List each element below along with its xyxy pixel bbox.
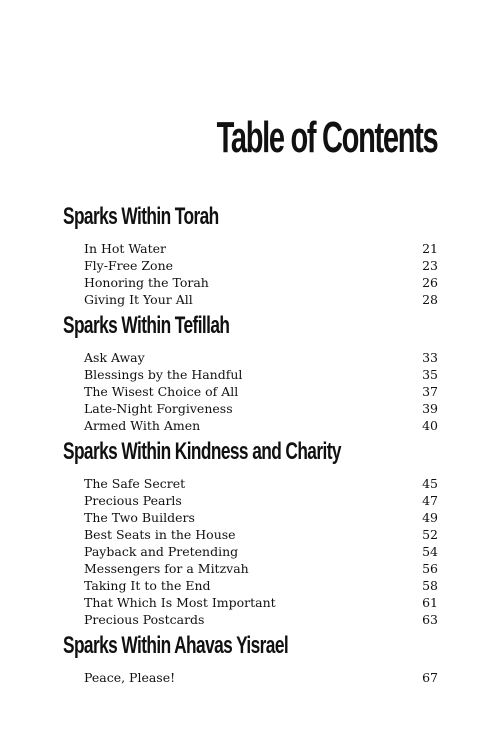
toc-entry[interactable] bbox=[63, 383, 438, 400]
entry-page-number: 58 bbox=[422, 578, 438, 593]
toc-entry[interactable] bbox=[63, 291, 438, 308]
entry-page-number: 45 bbox=[422, 476, 438, 491]
section-heading: Sparks Within Tefillah bbox=[63, 312, 230, 339]
entry-title: Giving It Your All bbox=[84, 292, 193, 307]
page-title: Table of Contents bbox=[216, 113, 437, 162]
toc-section bbox=[63, 438, 438, 632]
toc-section bbox=[63, 632, 438, 690]
toc-entry[interactable] bbox=[63, 257, 438, 274]
section-entries bbox=[63, 660, 438, 690]
toc-entry[interactable] bbox=[63, 366, 438, 383]
entry-title: The Wisest Choice of All bbox=[84, 384, 239, 399]
section-heading: Sparks Within Torah bbox=[63, 203, 219, 230]
entry-title: That Which Is Most Important bbox=[84, 595, 276, 610]
toc-entry[interactable] bbox=[63, 526, 438, 543]
entry-page-number: 61 bbox=[422, 595, 438, 610]
entry-page-number: 49 bbox=[422, 510, 438, 525]
entry-title: Peace, Please! bbox=[84, 670, 176, 685]
entry-page-number: 35 bbox=[422, 367, 438, 382]
entry-title: Taking It to the End bbox=[84, 578, 211, 593]
toc-entry[interactable] bbox=[63, 400, 438, 417]
toc-entry[interactable] bbox=[63, 509, 438, 526]
entry-title: Honoring the Torah bbox=[84, 275, 209, 290]
entry-page-number: 21 bbox=[422, 241, 438, 256]
section-heading: Sparks Within Kindness and Charity bbox=[63, 438, 341, 465]
entry-title: Fly-Free Zone bbox=[84, 258, 174, 273]
toc-entry[interactable] bbox=[63, 492, 438, 509]
entry-page-number: 40 bbox=[422, 418, 438, 433]
entry-title: The Two Builders bbox=[84, 510, 195, 525]
entry-page-number: 63 bbox=[422, 612, 438, 627]
entry-page-number: 37 bbox=[422, 384, 438, 399]
entry-title: Precious Postcards bbox=[84, 612, 205, 627]
entry-title: Late-Night Forgiveness bbox=[84, 401, 233, 416]
entry-page-number: 67 bbox=[422, 670, 438, 685]
entry-title: Payback and Pretending bbox=[84, 544, 239, 559]
toc-list bbox=[63, 203, 438, 690]
toc-entry[interactable] bbox=[63, 543, 438, 560]
entry-title: Blessings by the Handful bbox=[84, 367, 243, 382]
toc-entry[interactable] bbox=[63, 611, 438, 628]
section-entries bbox=[63, 340, 438, 438]
toc-entry[interactable] bbox=[63, 594, 438, 611]
section-heading: Sparks Within Ahavas Yisrael bbox=[63, 632, 289, 659]
toc-entry[interactable] bbox=[63, 240, 438, 257]
toc-entry[interactable] bbox=[63, 475, 438, 492]
entry-page-number: 54 bbox=[422, 544, 438, 559]
entry-title: In Hot Water bbox=[84, 241, 166, 256]
toc-section bbox=[63, 312, 438, 438]
section-entries bbox=[63, 466, 438, 632]
entry-title: Precious Pearls bbox=[84, 493, 182, 508]
entry-title: Ask Away bbox=[84, 350, 145, 365]
entry-page-number: 47 bbox=[422, 493, 438, 508]
entry-page-number: 26 bbox=[422, 275, 438, 290]
entry-title: The Safe Secret bbox=[84, 476, 186, 491]
toc-entry[interactable] bbox=[63, 560, 438, 577]
entry-page-number: 28 bbox=[422, 292, 438, 307]
entry-page-number: 23 bbox=[422, 258, 438, 273]
toc-entry[interactable] bbox=[63, 274, 438, 291]
toc-section bbox=[63, 203, 438, 312]
entry-page-number: 39 bbox=[422, 401, 438, 416]
toc-entry[interactable] bbox=[63, 349, 438, 366]
toc-entry[interactable] bbox=[63, 577, 438, 594]
section-entries bbox=[63, 231, 438, 312]
entry-page-number: 56 bbox=[422, 561, 438, 576]
toc-entry[interactable] bbox=[63, 417, 438, 434]
entry-title: Best Seats in the House bbox=[84, 527, 236, 542]
entry-title: Armed With Amen bbox=[84, 418, 201, 433]
toc-entry[interactable] bbox=[63, 669, 438, 686]
entry-title: Messengers for a Mitzvah bbox=[84, 561, 249, 576]
entry-page-number: 52 bbox=[422, 527, 438, 542]
entry-page-number: 33 bbox=[422, 350, 438, 365]
